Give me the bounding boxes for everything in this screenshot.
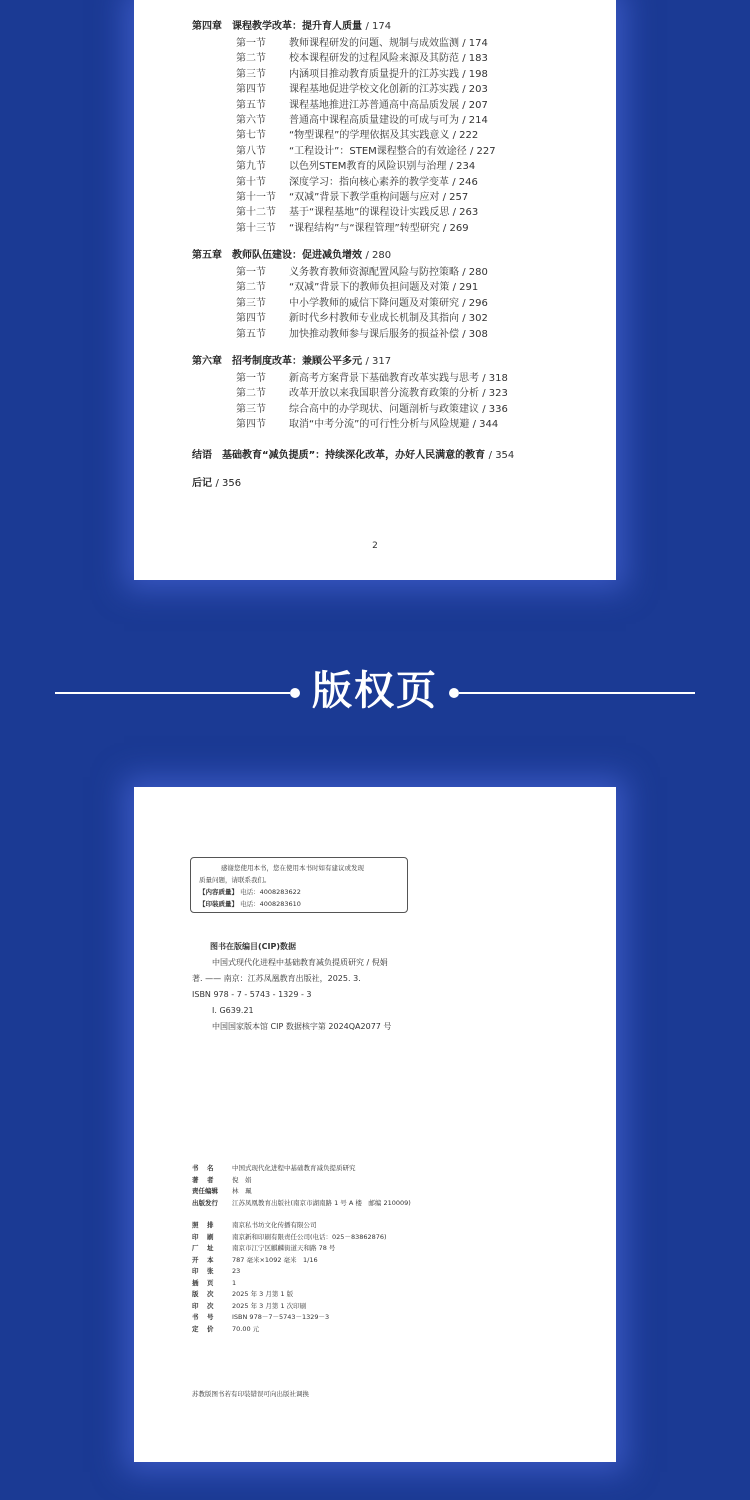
- notice-line: 质量问题，请联系我们。: [199, 876, 271, 884]
- copyright-page: [134, 787, 616, 1462]
- header-dot-right: [449, 688, 459, 698]
- cip-data: [192, 939, 572, 1035]
- afterword-heading[interactable]: 后记 / 356: [192, 477, 242, 489]
- table-of-contents: [192, 18, 592, 493]
- toc-entry[interactable]: 第一节 义务教育教师资源配置风险与防控策略 / 280: [236, 267, 488, 279]
- info-row: 印 刷 南京新和印刷有限责任公司(电话：025－83862876): [192, 1232, 387, 1241]
- toc-entry[interactable]: 第一节 教师课程研发的问题、规制与成效监测 / 174: [236, 38, 488, 49]
- info-row: 书 号 ISBN 978－7－5743－1329－3: [192, 1313, 330, 1321]
- chapter-heading[interactable]: 第五章 教师队伍建设：促进减负增效 / 280: [192, 250, 392, 262]
- cip-line: 中国国家版本馆 CIP 数据核字第 2024QA2077 号: [212, 1022, 392, 1031]
- content-quality-row: 【内容质量】 电话：4008283622: [199, 888, 301, 896]
- toc-entry[interactable]: 第二节 “双减”背景下的教师负担问题及对策 / 291: [236, 282, 479, 294]
- toc-entry[interactable]: 第二节 校本课程研发的过程风险来源及其防范 / 183: [236, 53, 488, 65]
- toc-entry[interactable]: 第三节 内涵项目推动教育质量提升的江苏实践 / 198: [236, 68, 488, 80]
- toc-entry[interactable]: 第七节 “物型课程”的学理依据及其实践意义 / 222: [236, 130, 479, 142]
- cip-line: 著. —— 南京：江苏凤凰教育出版社，2025. 3.: [192, 974, 361, 983]
- info-row: 厂 址 南京市江宁区麒麟街道天和路 78 号: [192, 1244, 336, 1252]
- chapter-6: [192, 353, 592, 433]
- toc-entry[interactable]: 第四节 取消“中考分流”的可行性分析与风险规避 / 344: [236, 419, 499, 431]
- info-row: 出版发行 江苏凤凰教育出版社(南京市湖南路 1 号 A 楼 邮编 210009): [192, 1198, 411, 1207]
- conclusion-heading[interactable]: 结语 基础教育“减负提质”：持续深化改革，办好人民满意的教育 / 354: [192, 449, 515, 461]
- toc-entry[interactable]: 第八节 “工程设计”：STEM课程整合的有效途径 / 227: [236, 145, 496, 157]
- chapter-heading[interactable]: 第六章 招考制度改革：兼顾公平多元 / 317: [192, 356, 392, 368]
- print-quality-row: 【印装质量】 电话：4008283610: [199, 900, 301, 908]
- toc-entry[interactable]: 第三节 中小学教师的威信下降问题及对策研究 / 296: [236, 297, 488, 309]
- toc-entry[interactable]: 第二节 改革开放以来我国职普分流教育政策的分析 / 323: [236, 388, 508, 400]
- quality-notice-box: [190, 857, 408, 913]
- cip-line: Ⅰ. G639.21: [212, 1006, 254, 1015]
- info-row: 著 者 倪 娟: [192, 1175, 252, 1184]
- chapter-heading[interactable]: 第四章 课程教学改革：提升育人质量 / 174: [192, 21, 392, 32]
- info-row: 定 价 70.00 元: [192, 1324, 260, 1333]
- info-row: 责任编辑 林 珮: [192, 1187, 252, 1195]
- toc-entry[interactable]: 第十一节 “双减”背景下教学重构问题与应对 / 257: [236, 191, 469, 203]
- cip-title: 图书在版编目(CIP)数据: [210, 942, 297, 951]
- toc-entry[interactable]: 第六节 普通高中课程高质量建设的可成与可为 / 214: [236, 114, 488, 126]
- publication-info: [192, 1163, 592, 1335]
- toc-entry[interactable]: 第四节 新时代乡村教师专业成长机制及其指向 / 302: [236, 313, 488, 325]
- info-row: 照 排 南京私书坊文化传播有限公司: [192, 1221, 317, 1229]
- toc-entry[interactable]: 第五节 课程基地推进江苏普通高中高品质发展 / 207: [236, 99, 488, 111]
- info-row: 插 页 1: [192, 1278, 237, 1287]
- toc-page: [134, 0, 616, 580]
- chapter-5: [192, 247, 592, 342]
- notice-line: 感谢您使用本书，您在使用本书时如有建议或发现: [221, 864, 364, 872]
- info-row: 印 次 2025 年 3 月第 1 次印刷: [192, 1301, 307, 1310]
- cip-line: ISBN 978 - 7 - 5743 - 1329 - 3: [192, 990, 312, 999]
- footer-note: 苏教版图书若有印装错误可向出版社调换: [192, 1390, 309, 1398]
- toc-entry[interactable]: 第十节 深度学习：指向核心素养的教学变革 / 246: [236, 176, 478, 188]
- toc-entry[interactable]: 第一节 新高考方案背景下基础教育改革实践与思考 / 318: [236, 373, 508, 385]
- toc-entry[interactable]: 第五节 加快推动教师参与课后服务的损益补偿 / 308: [236, 328, 488, 340]
- info-row: 书 名 中国式现代化进程中基础教育减负提质研究: [192, 1164, 356, 1172]
- section-title: 版权页: [312, 668, 438, 714]
- info-row: 版 次 2025 年 3 月第 1 版: [192, 1290, 294, 1298]
- toc-entry[interactable]: 第十三节 “课程结构”与“课程管理”转型研究 / 269: [236, 222, 469, 234]
- toc-entry[interactable]: 第四节 课程基地促进学校文化创新的江苏实践 / 203: [236, 84, 488, 96]
- info-row: 印 张 23: [192, 1267, 241, 1275]
- toc-entry[interactable]: 第三节 综合高中的办学现状、问题剖析与政策建议 / 336: [236, 403, 508, 415]
- page-number: 2: [372, 541, 378, 551]
- cip-line: 中国式现代化进程中基础教育减负提质研究 / 倪娟: [212, 958, 388, 967]
- info-row: 开 本 787 毫米×1092 毫米 1/16: [192, 1255, 318, 1264]
- toc-entry[interactable]: 第十二节 基于“课程基地”的课程设计实践反思 / 263: [236, 207, 479, 219]
- header-divider-right: [459, 692, 695, 694]
- chapter-4: [192, 18, 592, 236]
- toc-entry[interactable]: 第九节 以色列STEM教育的风险识别与治理 / 234: [236, 161, 476, 173]
